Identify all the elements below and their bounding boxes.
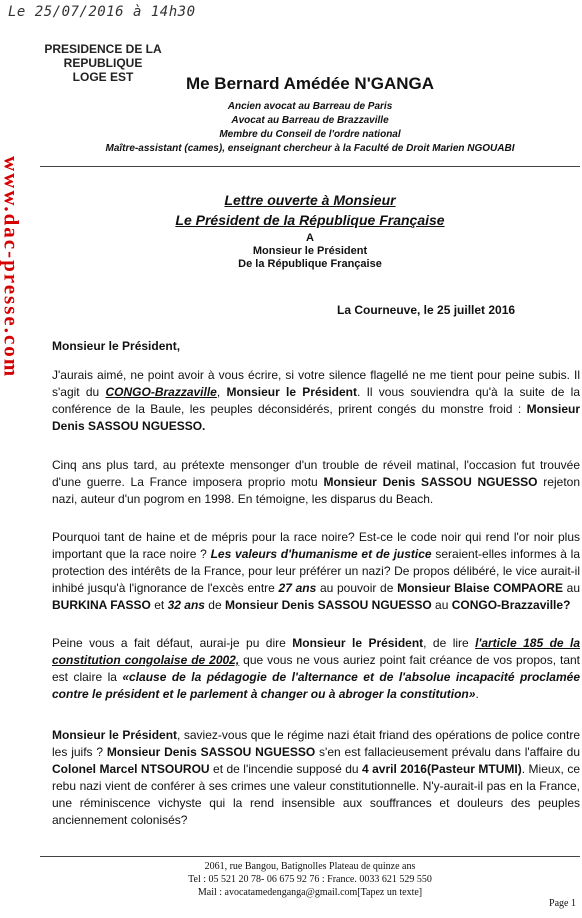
p1-person: Monsieur Denis SASSOU NGUESSO. xyxy=(52,402,580,433)
p1-address: Monsieur le Président xyxy=(226,385,357,399)
page-number: Page 1 xyxy=(549,898,576,909)
p5-text: , saviez-vous que le régime nazi était friand des opérations de police contre les juifs ? xyxy=(52,728,580,759)
p4-text: , de lire xyxy=(423,636,476,650)
p3-text: au xyxy=(562,581,581,595)
p1-country: CONGO-Brazzaville xyxy=(105,385,217,399)
paragraph-5 xyxy=(52,727,580,829)
stamp-line-1: PRESIDENCE DE LA REPUBLIQUE xyxy=(44,42,162,70)
p5-person-2: Colonel Marcel NTSOUROU xyxy=(52,762,210,776)
p5-address: Monsieur le Président xyxy=(52,728,178,742)
footer-contact xyxy=(40,860,580,899)
p4-article: l'article 185 de la constitution congolaise de 2002, xyxy=(52,636,581,667)
p3-values: Les valeurs d'humanisme et de justice xyxy=(210,547,432,561)
letter-subject xyxy=(40,190,580,271)
watermark-text: www.dac-presse.com xyxy=(0,155,24,379)
p5-date: 4 avril 2016(Pasteur MTUMI) xyxy=(362,762,522,776)
handwritten-date-note: Le 25/07/2016 à 14h30 xyxy=(8,4,196,20)
salutation: Monsieur le Président, xyxy=(52,339,181,353)
p3-person-2: Monsieur Denis SASSOU NGUESSO xyxy=(224,598,432,612)
p2-text: rejeton nazi, auteur d'un pogrom en 1998. En témoigne, les disparus du Beach. xyxy=(52,475,580,506)
author-title-3: Membre du Conseil de l'ordre national xyxy=(219,129,401,140)
p5-text: et de l'incendie supposé du xyxy=(209,762,363,776)
p3-years-1: 27 ans xyxy=(278,581,317,595)
footer-divider xyxy=(40,856,580,857)
recipient-line-1: Monsieur le Président xyxy=(252,245,368,257)
paragraph-4 xyxy=(52,635,580,703)
footer-address: 2061, rue Bangou, Batignolles Plateau de quinze ans xyxy=(204,861,416,872)
site-watermark xyxy=(0,102,22,432)
place-and-date: La Courneuve, le 25 juillet 2016 xyxy=(337,303,516,317)
p3-text: Pourquoi tant de haine et de mépris pour la race noire? Est-ce le code noir qui rend l'or noir plus important que la race noire ? xyxy=(52,530,580,561)
footer-email: Mail : avocatamedenganga@gmail.com[Tapez un texte] xyxy=(197,887,423,898)
p4-address: Monsieur le Président xyxy=(292,636,424,650)
subject-line-2: Le Président de la République Française xyxy=(175,212,445,228)
recipient-line-2: De la République Française xyxy=(238,258,382,270)
p3-text: et xyxy=(150,598,168,612)
paragraph-3 xyxy=(52,529,580,614)
letterhead-divider xyxy=(40,166,580,167)
p3-text: de xyxy=(204,598,225,612)
author-title-2: Avocat au Barreau de Brazzaville xyxy=(231,115,389,126)
p3-years-2: 32 ans xyxy=(167,598,205,612)
subject-line-3: A xyxy=(306,232,314,244)
p1-text: , xyxy=(216,385,227,399)
p4-text: . xyxy=(475,687,479,701)
p3-country-2: CONGO-Brazzaville? xyxy=(451,598,571,612)
p3-person-1: Monsieur Blaise COMPAORE xyxy=(397,581,563,595)
p1-text: . Il vous souviendra qu'à la suite de la conférence de la Baule, les peuples déconsidérés, prirent congés du monstre froid : xyxy=(52,385,581,416)
subject-line-1: Lettre ouverte à Monsieur xyxy=(224,192,396,208)
p4-text: Peine vous a fait défaut, aurai-je pu dire xyxy=(52,636,293,650)
paragraph-1 xyxy=(52,367,580,435)
p4-clause: «clause de la pédagogie de l'alternance et de l'absolue incapacité proclamée contre le président et le parlement à changer ou à abroger la constitution» xyxy=(52,670,580,701)
p4-text: que vous ne vous auriez point fait créance de vos propos, tant est claire la xyxy=(52,653,581,684)
p5-text: . Mieux, ce rebu nazi vient de conférer à ses crimes une valeur constitutionnelle. N'y-aurait-il pas en la France, une réminiscence vichyste qui la rend insensible aux souffrances et douleurs des peuples anciennement colonisés? xyxy=(52,762,580,827)
p5-person-1: Monsieur Denis SASSOU NGUESSO xyxy=(106,745,316,759)
p3-text: seraient-elles informes à la protection des intérêts de la France, pour leur préférer un nazi? De propos délibéré, le vice aurait-il inhibé jusqu'à l'ignorance de l'excès entre xyxy=(52,547,581,595)
paragraph-2 xyxy=(52,457,580,508)
p3-country-1: BURKINA FASSO xyxy=(52,598,151,612)
p1-text: J'aurais aimé, ne point avoir à vous écrire, si votre silence flagellé ne me tient pour peine subis. Il s'agit du xyxy=(52,368,580,399)
stamp-line-2: LOGE EST xyxy=(72,70,134,84)
p3-text: au xyxy=(431,598,452,612)
p3-text: au pouvoir de xyxy=(316,581,398,595)
author-title-4: Maître-assistant (cames), enseignant chercheur à la Faculté de Droit Marien NGOUABI xyxy=(105,143,515,154)
p2-person: Monsieur Denis SASSOU NGUESSO xyxy=(323,475,538,489)
letterhead xyxy=(40,74,580,156)
p2-text: Cinq ans plus tard, au prétexte mensonger d'un trouble de réveil matinal, l'occasion fut trouvée d'une guerre. La France imposera proprio motu xyxy=(52,458,580,489)
author-name: Me Bernard Amédée N'GANGA xyxy=(185,74,435,93)
footer-phone: Tel : 05 521 20 78- 06 675 92 76 : France. 0033 621 529 550 xyxy=(188,874,432,885)
p5-text: s'en est fallacieusement prévalu dans l'affaire du xyxy=(315,745,580,759)
author-title-1: Ancien avocat au Barreau de Paris xyxy=(227,101,393,112)
